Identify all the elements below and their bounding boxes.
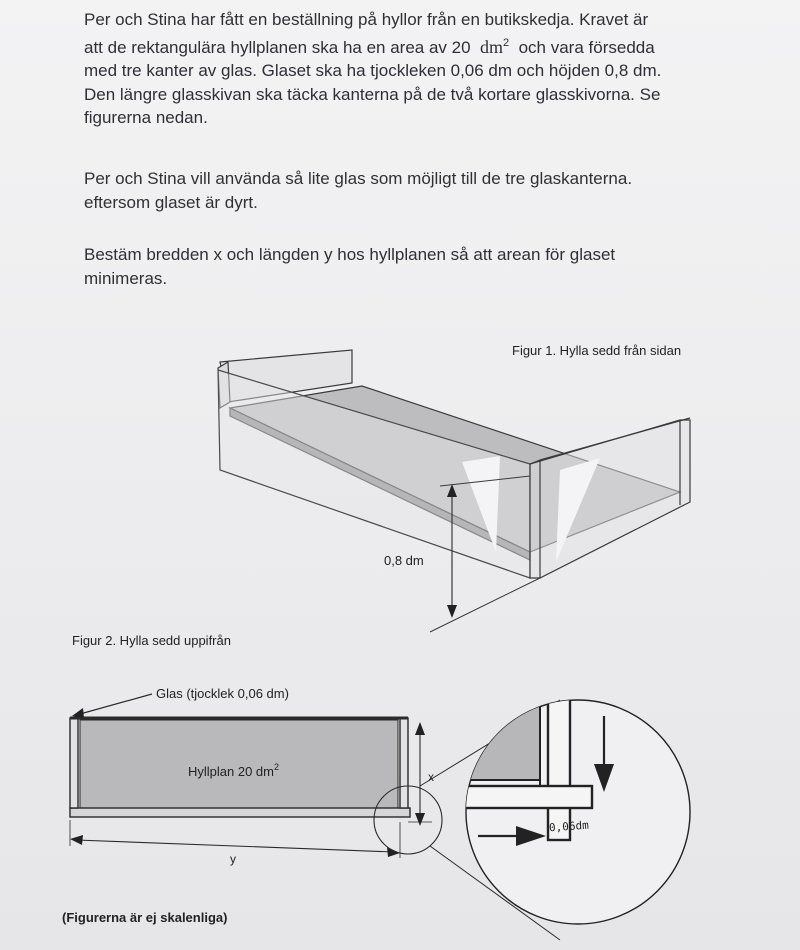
text-line: Per och Stina har fått en beställning på hyllor från en butikskedja. Kravet är <box>84 10 649 29</box>
figure2-zoom-detail <box>440 690 690 924</box>
unit-dm: dm <box>480 36 504 57</box>
text-line: Per och Stina vill använda så lite glas som möjligt till de tre glaskanterna. <box>84 169 633 188</box>
figure2-caption: Figur 2. Hylla sedd uppifrån <box>72 633 231 648</box>
text-line: minimeras. <box>84 268 168 288</box>
height-dimension-label: 0,8 dm <box>384 553 424 568</box>
zoom-thickness-label: 0,06dm <box>548 818 590 835</box>
text-line: Den längre glasskivan ska täcka kanterna på de två kortare glasskivorna. Se <box>84 84 661 104</box>
glass-thickness-label: Glas (tjocklek 0,06 dm) <box>156 686 289 701</box>
text-line: Bestäm bredden x och längden y hos hyllplanen så att arean för glaset <box>84 245 616 264</box>
y-dimension-label: y <box>230 852 236 866</box>
unit-exponent: 2 <box>503 36 510 49</box>
shelf-area-exponent: 2 <box>274 762 280 772</box>
x-dimension-label: x <box>428 770 434 784</box>
figure1-shelf-side-view <box>218 350 690 632</box>
text-fragment: och vara försedda <box>518 37 655 57</box>
shelf-area-text: Hyllplan 20 dm <box>188 764 274 779</box>
figure1-caption: Figur 1. Hylla sedd från sidan <box>512 343 682 358</box>
text-line: figurerna nedan. <box>84 108 208 127</box>
text-fragment: att de rektangulära hyllplanen ska ha en area av 20 <box>84 37 471 57</box>
scale-note: (Figurerna är ej skalenliga) <box>62 910 228 925</box>
text-line: eftersom glaset är dyrt. <box>84 192 258 212</box>
text-line: med tre kanter av glas. Glaset ska ha tjockleken 0,06 dm och höjden 0,8 dm. <box>84 61 662 80</box>
shelf-area-label <box>188 762 279 779</box>
